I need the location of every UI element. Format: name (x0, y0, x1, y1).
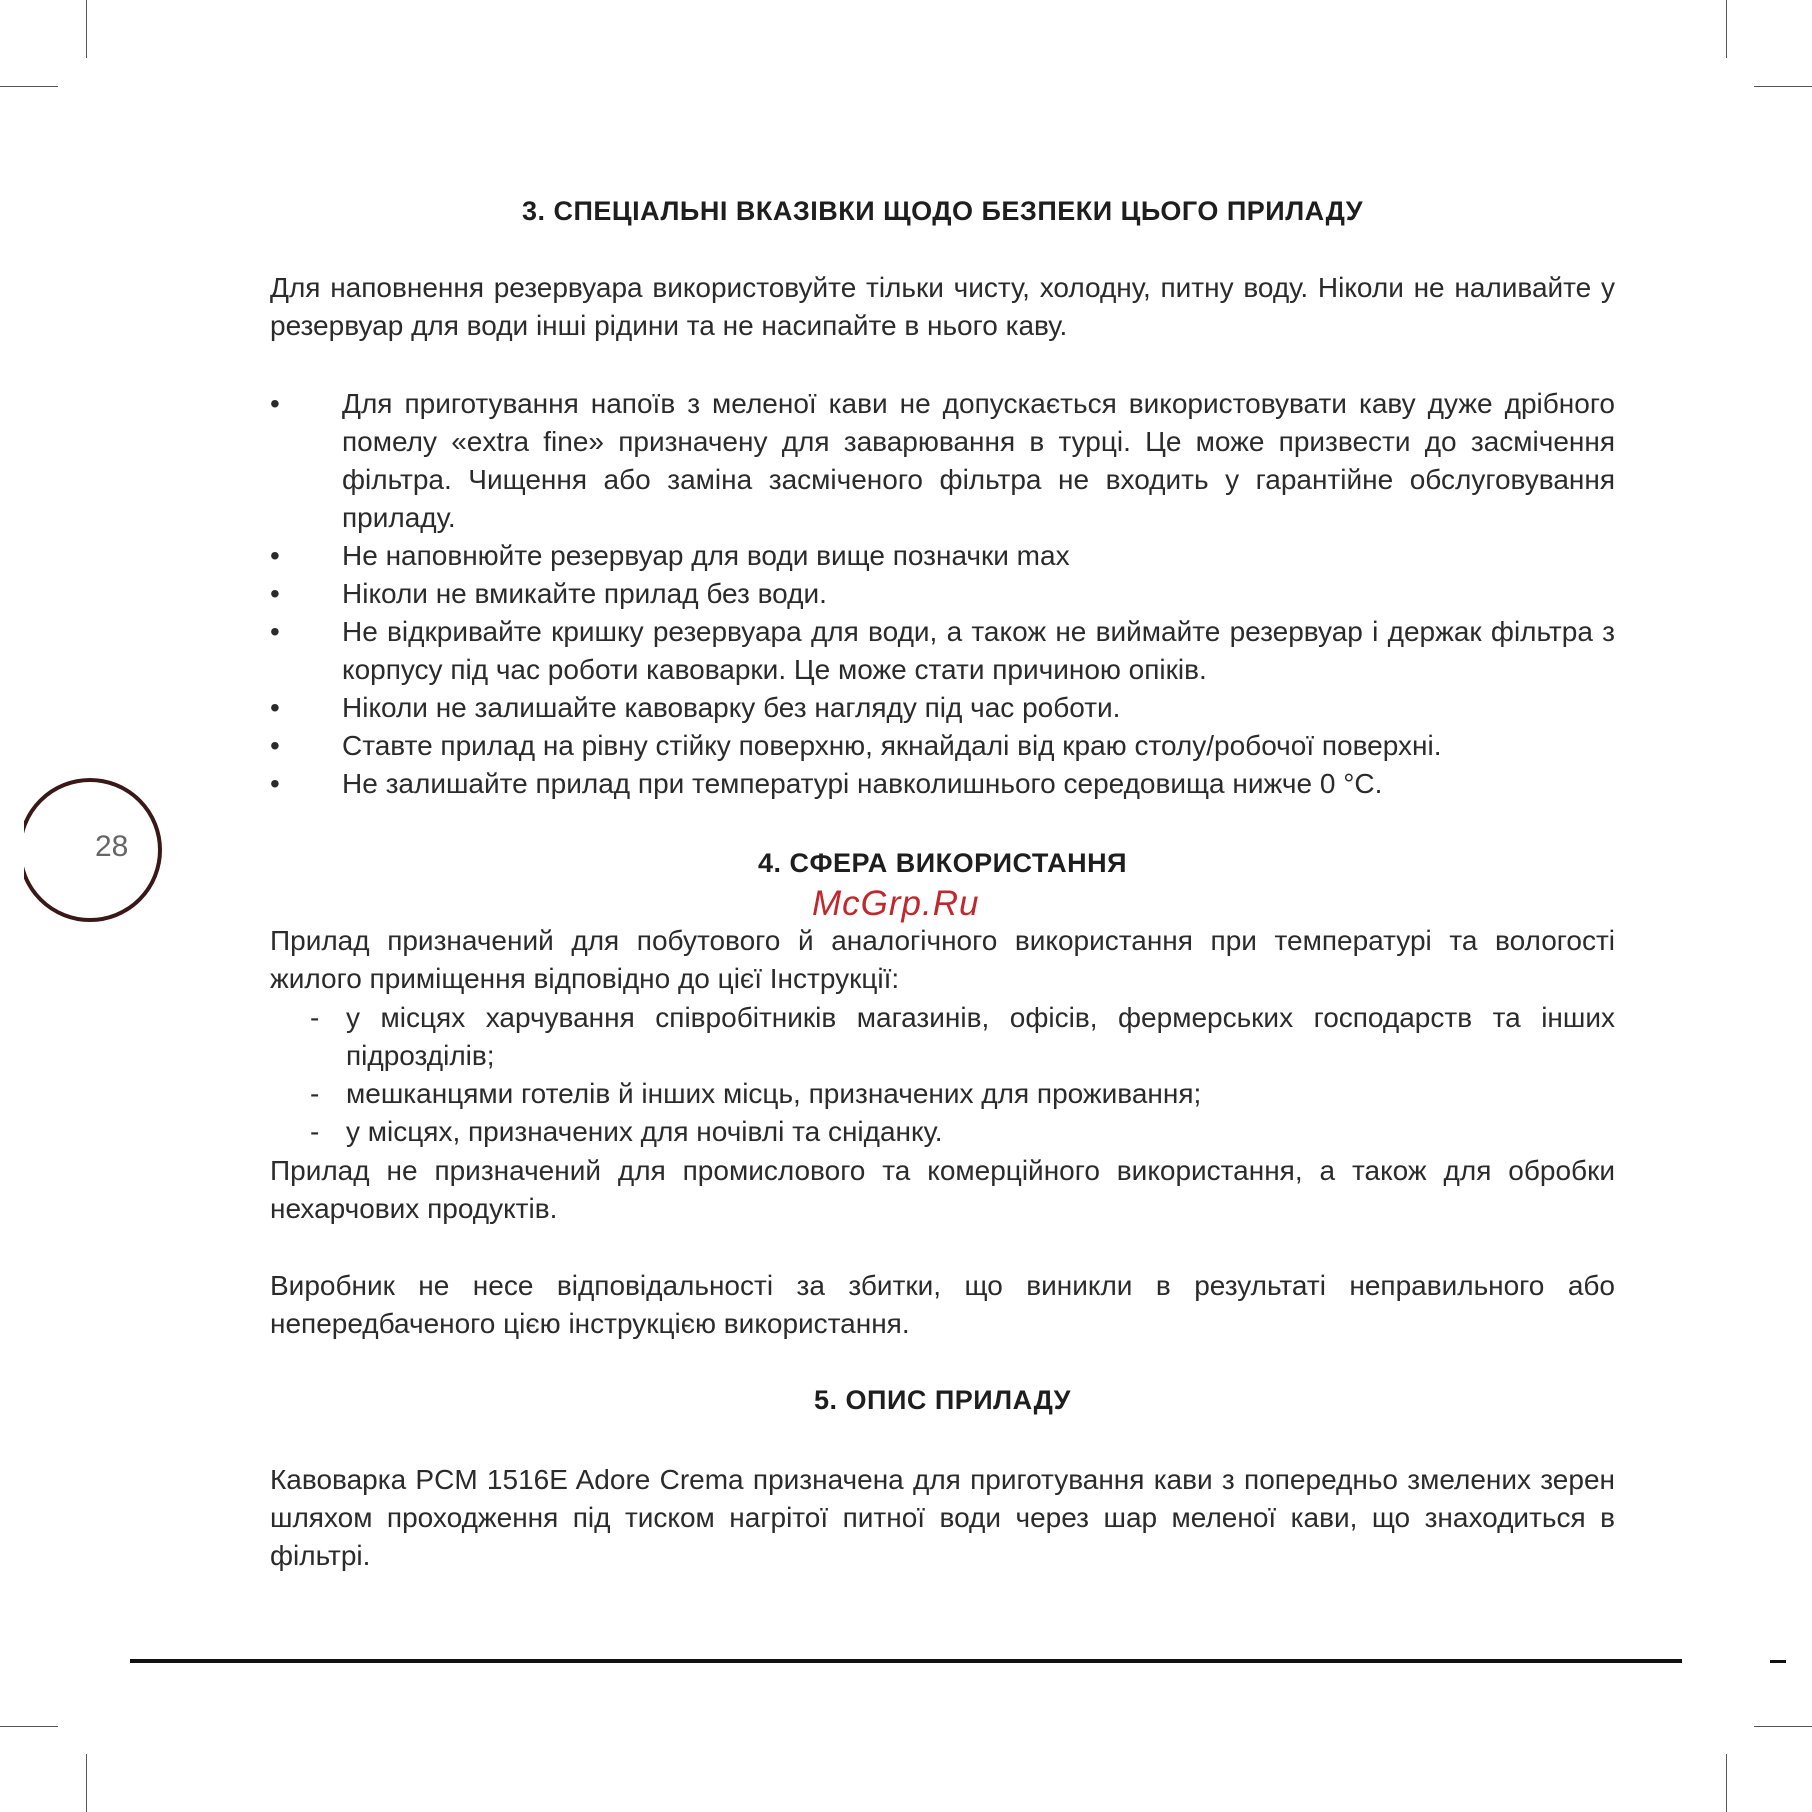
list-item-text: Не залишайте прилад при температурі навколишнього середовища нижче 0 °С. (342, 768, 1383, 799)
bullet-icon: • (270, 578, 280, 609)
dash-icon: - (310, 1116, 320, 1147)
crop-mark (1726, 1754, 1727, 1812)
list-item-text: Не наповнюйте резервуар для води вище позначки max (342, 540, 1070, 571)
crop-mark (0, 1726, 58, 1727)
bullet-icon: • (270, 730, 280, 761)
list-item (270, 537, 1615, 575)
crop-mark (1754, 1726, 1812, 1727)
crop-mark (1754, 86, 1812, 87)
list-item (270, 1113, 1615, 1151)
section-3-heading: 3. СПЕЦІАЛЬНІ ВКАЗІВКИ ЩОДО БЕЗПЕКИ ЦЬОГО ПРИЛАДУ (522, 196, 1363, 226)
usage-dash-list (270, 999, 1615, 1151)
list-item-text: Ставте прилад на рівну стійку поверхню, якнайдалі від краю столу/робочої поверхні. (342, 730, 1442, 761)
list-item (270, 765, 1615, 803)
dash-icon: - (310, 1078, 320, 1109)
bullet-icon: • (270, 692, 280, 723)
list-item (270, 727, 1615, 765)
list-item-text: Ніколи не залишайте кавоварку без нагляду під час роботи. (342, 692, 1121, 723)
list-item-text: Для приготування напоїв з меленої кави не допускається використовувати каву дуже дрібного помелу «extra fine» призначену для заварювання в турці. Це може призвести до засмічення фільтра. Чищення або заміна засміченого фільтра не входить у гарантійне обслуговування приладу. (342, 388, 1615, 533)
section-4-not-intended: Прилад не призначений для промислового та комерційного використання, а також для обробки нехарчових продуктів. (270, 1155, 1615, 1224)
bottom-rule (130, 1659, 1682, 1663)
edge-mark (1770, 1660, 1786, 1663)
crop-mark (0, 86, 58, 87)
list-item-text: у місцях харчування співробітників магазинів, офісів, фермерських господарств та інших підрозділів; (346, 1002, 1615, 1071)
section-3-intro: Для наповнення резервуара використовуйте тільки чисту, холодну, питну воду. Ніколи не наливайте у резервуар для води інші рідини та не насипайте в нього каву. (270, 272, 1615, 341)
bullet-icon: • (270, 616, 280, 647)
page-number: 28 (95, 830, 129, 863)
list-item (270, 385, 1615, 537)
crop-mark (1726, 0, 1727, 58)
crop-mark (86, 1754, 87, 1812)
list-item-text: у місцях, призначених для ночівлі та сніданку. (346, 1116, 943, 1147)
section-4-heading: 4. СФЕРА ВИКОРИСТАННЯ (757, 848, 1128, 878)
section-4-intro: Прилад призначений для побутового й аналогічного використання при температурі та вологості жилого приміщення відповідно до цієї Інструкції: (270, 925, 1615, 994)
bullet-icon: • (270, 768, 280, 799)
list-item (270, 689, 1615, 727)
list-item-text: Ніколи не вмикайте прилад без води. (342, 578, 827, 609)
section-5-heading: 5. ОПИС ПРИЛАДУ (814, 1385, 1071, 1415)
section-5-description: Кавоварка PCM 1516E Adore Crema призначена для приготування кави з попередньо змелених зерен шляхом проходження під тиском нагрітої питної води через шар меленої кави, що знаходиться в фільтрі. (270, 1464, 1615, 1571)
list-item (270, 613, 1615, 689)
watermark: McGrp.Ru (812, 884, 980, 923)
list-item (270, 575, 1615, 613)
safety-bullet-list (270, 385, 1615, 803)
bullet-icon: • (270, 540, 280, 571)
list-item (270, 1075, 1615, 1113)
section-4-liability: Виробник не несе відповідальності за збитки, що виникли в результаті неправильного або непередбаченого цією інструкцією використання. (270, 1270, 1615, 1339)
list-item (270, 999, 1615, 1075)
bullet-icon: • (270, 388, 280, 419)
dash-icon: - (310, 1002, 320, 1033)
page-number-circle (18, 778, 162, 922)
list-item-text: Не відкривайте кришку резервуара для води, а також не виймайте резервуар і держак фільтра з корпусу під час роботи кавоварки. Це може стати причиною опіків. (342, 616, 1615, 685)
crop-mark (86, 0, 87, 58)
list-item-text: мешканцями готелів й інших місць, призначених для проживання; (346, 1078, 1202, 1109)
